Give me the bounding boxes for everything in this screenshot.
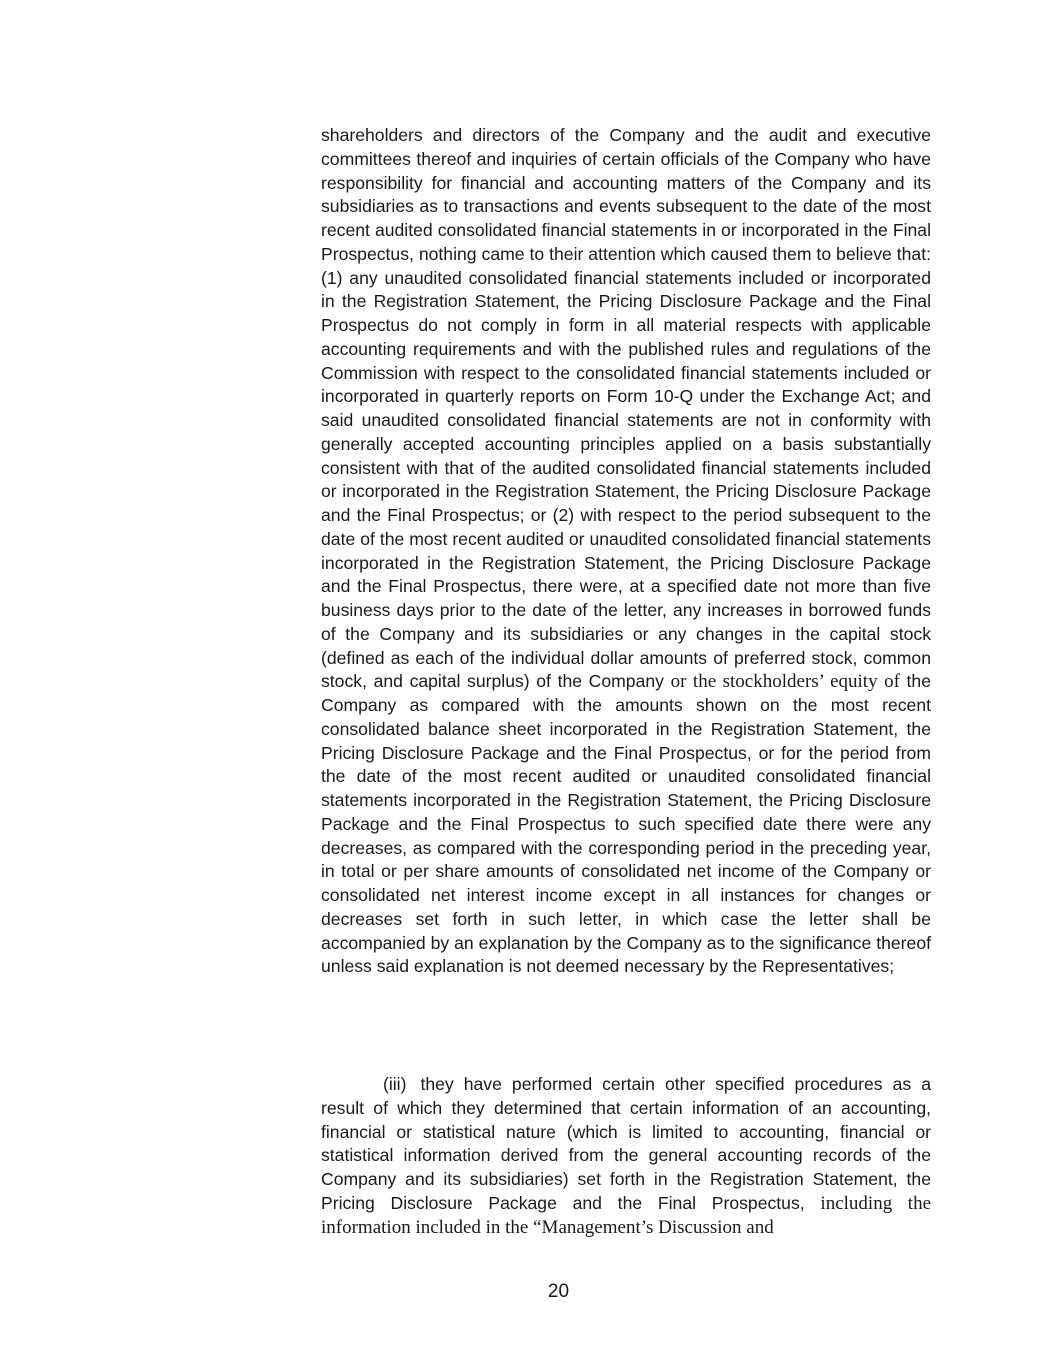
paragraph-text: they have performed certain other specified procedures as a result of which they determined that certain information of an accounting, financial or statistical nature (which is limited to accounting, financial or statistical information derived from the general accounting records of the Company and its subsidiaries) set forth in the Registration Statement, the Pricing Disclosure Package and the Final Prospectus, [321,1074,931,1213]
page-number: 20 [547,1281,570,1302]
list-item-number: (iii) [383,1074,407,1094]
paragraph-text-continued: the Company as compared with the amounts shown on the most recent consolidated balance sheet incorporated in the Registration Statement, the Pricing Disclosure Package and the Final Prospectus, or for the period from the date of the most recent audited or unaudited consolidated financial statements incorporated in the Registration Statement, the Pricing Disclosure Package and the Final Prospectus to such specified date there were any decreases, as compared with the corresponding period in the preceding year, in total or per share amounts of consolidated net income of the Company or consolidated net interest income except in all instances for changes or decreases set forth in such letter, in which case the letter shall be accompanied by an explanation by the Company as to the significance thereof unless said explanation is not deemed necessary by the Representatives; [321,671,932,977]
paragraph-text-inserted: including the information included in the “Management’s Discussion and [321,1192,932,1238]
body-paragraph [321,124,931,979]
paragraph-text: shareholders and directors of the Company and the audit and executive committees thereof and inquiries of certain officials of the Company who have responsibility for financial and accounting matters of the Company and its subsidiaries as to transactions and events subsequent to the date of the most recent audited consolidated financial statements in or incorporated in the Final Prospectus, nothing came to their attention which caused them to believe that: (1) any unaudited consolidated financial statements included or incorporated in the Registration Statement, the Pricing Disclosure Package and the Final Prospectus do not comply in form in all material respects with applicable accounting requirements and with the published rules and regulations of the Commission with respect to the consolidated financial statements included or incorporated in quarterly reports on Form 10-Q under the Exchange Act; and said unaudited consolidated financial statements are not in conformity with generally accepted accounting principles applied on a basis substantially consistent with that of the audited consolidated financial statements included or incorporated in the Registration Statement, the Pricing Disclosure Package and the Final Prospectus; or (2) with respect to the period subsequent to the date of the most recent audited or unaudited consolidated financial statements incorporated in the Registration Statement, the Pricing Disclosure Package and the Final Prospectus, there were, at a specified date not more than five business days prior to the date of the letter, any increases in borrowed funds of the Company and its subsidiaries or any changes in the capital stock (defined as each of the individual dollar amounts of preferred stock, common stock, and capital surplus) of the Company [321,125,931,692]
paragraph-text-inserted: or the stockholders’ equity of [670,671,900,693]
list-item-paragraph [321,1073,931,1239]
